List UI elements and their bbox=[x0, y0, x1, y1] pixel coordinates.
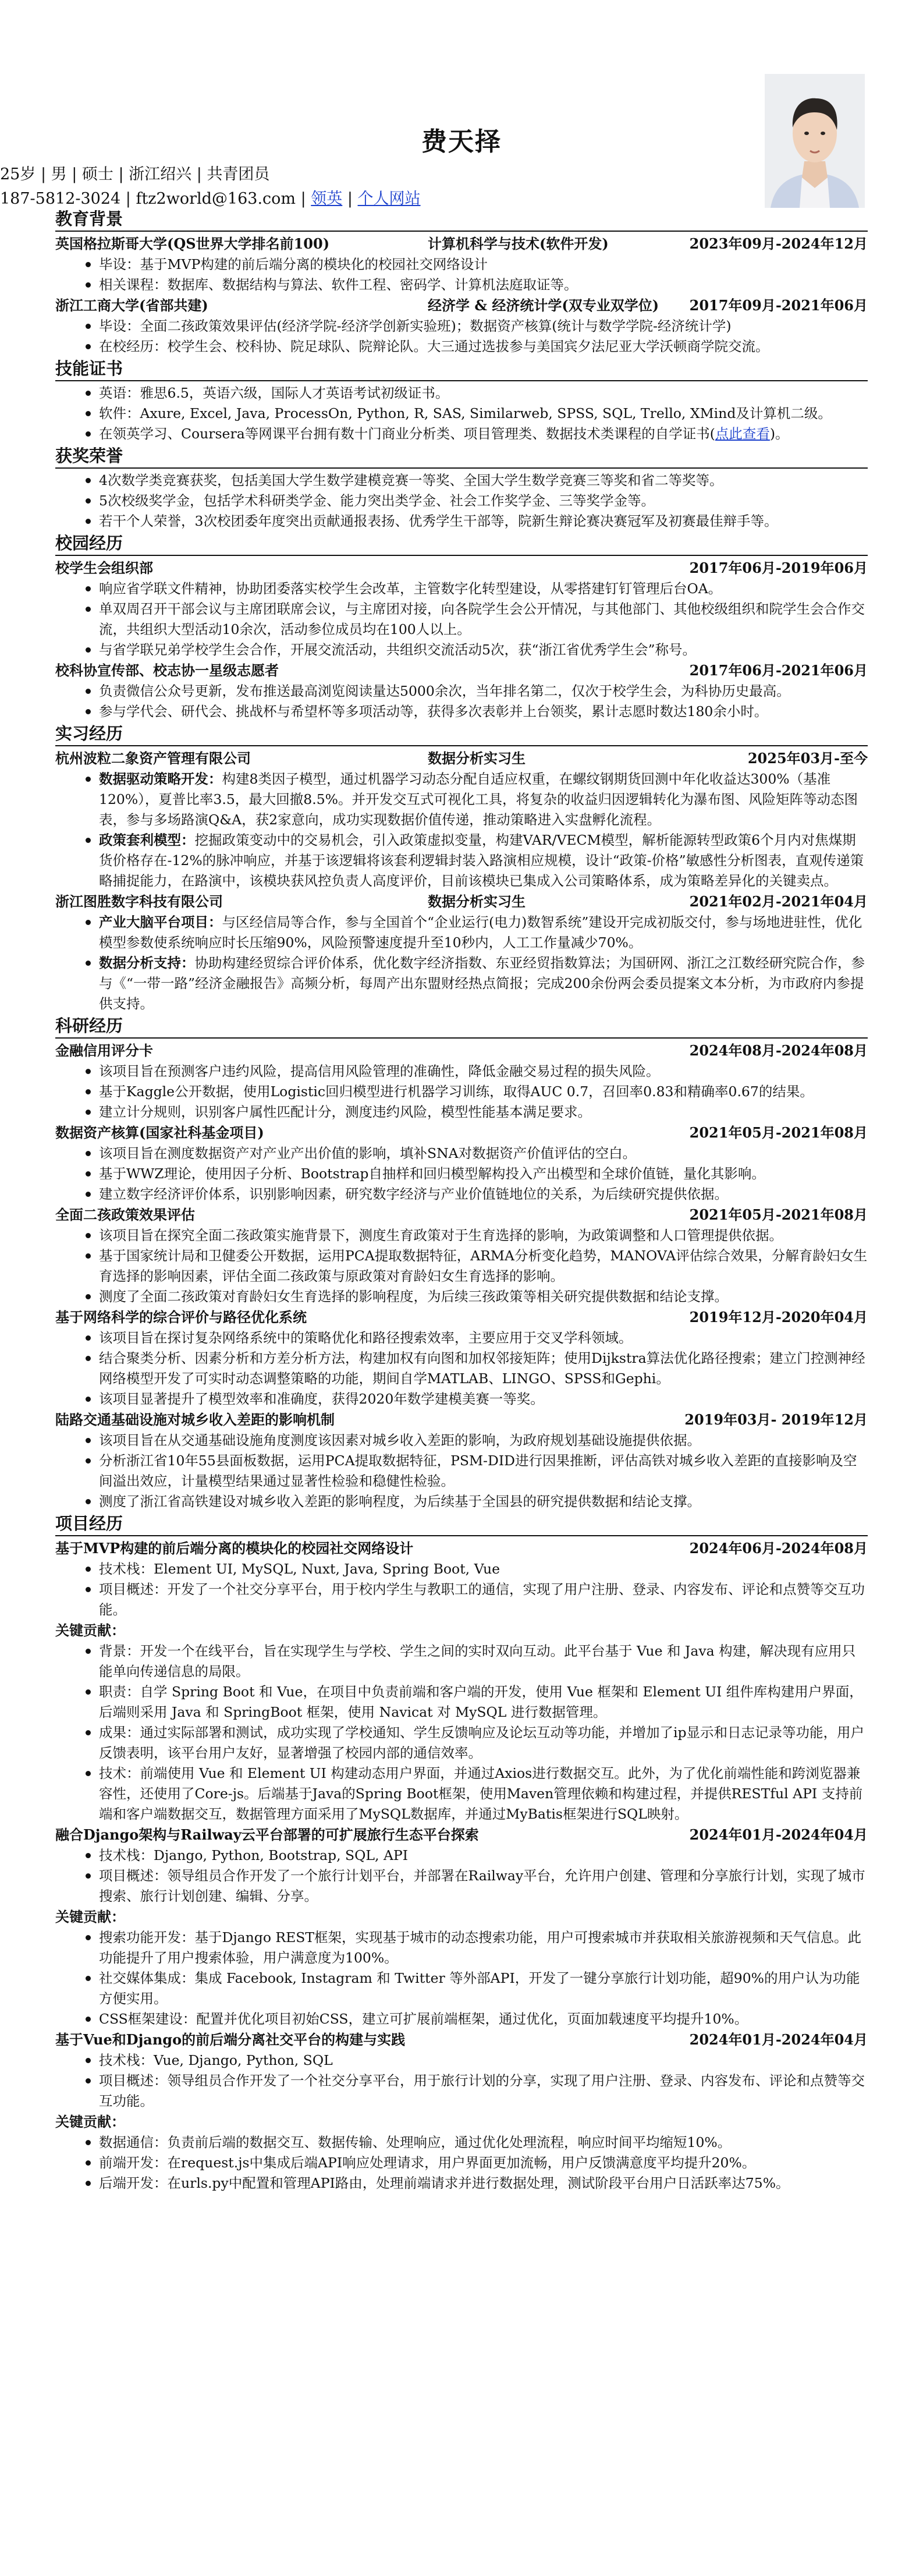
project-entry bbox=[55, 1538, 868, 1559]
research-item: 分析浙江省10年55县面板数据，运用PCA提取数据特征，PSM-DID进行因果推断，评估高铁对城乡收入差距的直接影响及空间溢出效应，计量模型结果通过显著性检验和稳健性检验。 bbox=[55, 1451, 868, 1491]
education-item: 毕设：全面二孩政策效果评估(经济学院-经济学创新实验班)；数据资产核算(统计与数学学院-经济统计学) bbox=[55, 316, 868, 336]
education-entry-title: 浙江工商大学(省部共建) bbox=[55, 297, 208, 314]
research-entry bbox=[55, 1409, 868, 1430]
project-contribution: 前端开发：在request.js中集成后端API响应处理请求，用户界面更加流畅，用户反馈满意度平均提升20%。 bbox=[55, 2153, 868, 2173]
intern-entry-date: 2021年02月-2021年04月 bbox=[689, 893, 868, 910]
research-entry-date: 2024年08月-2024年08月 bbox=[689, 1042, 868, 1059]
project-contribution: 背景：开发一个在线平台，旨在实现学生与学校、学生之间的实时双向互动。此平台基于 Vue 和 Java 构建，解决现有应用只能单向传递信息的局限。 bbox=[55, 1641, 868, 1682]
section-education-title: 教育背景 bbox=[55, 207, 868, 232]
campus-entry-title: 校科协宣传部、校志协一星级志愿者 bbox=[55, 662, 279, 679]
campus-item: 参与学代会、研代会、挑战杯与希望杯等多项活动等，获得多次表彰并上台领奖，累计志愿时数达180余小时。 bbox=[55, 701, 868, 722]
project-entry-title: 基于Vue和Django的前后端分离社交平台的构建与实践 bbox=[55, 2031, 406, 2048]
research-item: 该项目旨在预测客户违约风险，提高信用风险管理的准确性，降低金融交易过程的损失风险。 bbox=[55, 1061, 868, 1082]
project-contribution: 搜索功能开发：基于Django REST框架，实现基于城市的动态搜索功能，用户可搜索城市并获取相关旅游视频和天气信息。此功能提升了用户搜索体验，用户满意度为100%。 bbox=[55, 1927, 868, 1968]
intern-item-label: 产业大脑平台项目： bbox=[99, 914, 222, 930]
research-item: 该项目旨在探讨复杂网络系统中的策略优化和路径搜索效率，主要应用于交叉学科领域。 bbox=[55, 1328, 868, 1348]
project-item: 项目概述：领导组员合作开发了一个社交分享平台，用于旅行计划的分享，实现了用户注册、登录、内容发布、评论和点赞等交互功能。 bbox=[55, 2071, 868, 2111]
research-entry bbox=[55, 1307, 868, 1328]
project-contribution: CSS框架建设：配置并优化项目初始CSS，建立可扩展前端框架，通过优化，页面加载速度平均提升10%。 bbox=[55, 2009, 868, 2029]
intern-item-label: 数据驱动策略开发： bbox=[99, 771, 222, 787]
project-entry-date: 2024年01月-2024年04月 bbox=[689, 2031, 868, 2048]
project-contribution: 职责：自学 Spring Boot 和 Vue，在项目中负责前端和客户端的开发，使用 Vue 框架和 Element UI 组件库构建用户界面，后端则采用 Java 和 SpringBoot 框架，使用 Navicat 对 MySQL 进行数据管理。 bbox=[55, 1682, 868, 1723]
education-entry-subtitle: 计算机科学与技术(软件开发) bbox=[428, 235, 609, 252]
project-entry bbox=[55, 2029, 868, 2050]
research-item: 测度了全面二孩政策对育龄妇女生育选择的影响程度，为后续三孩政策等相关研究提供数据和结论支撑。 bbox=[55, 1287, 868, 1307]
campus-item: 单双周召开干部会议与主席团联席会议，与主席团对接，向各院学生会公开情况，与其他部门、其他校级组织和院学生会合作交流，共组织大型活动10余次，活动参位成员均在100人以上。 bbox=[55, 599, 868, 640]
section-intern-title: 实习经历 bbox=[55, 722, 868, 746]
project-item: 项目概述：开发了一个社交分享平台，用于校内学生与教职工的通信，实现了用户注册、登录、内容发布、评论和点赞等交互功能。 bbox=[55, 1579, 868, 1620]
intern-item bbox=[55, 769, 868, 830]
project-contribution: 成果：通过实际部署和测试，成功实现了学校通知、学生反馈响应及论坛互动等功能，并增加了ip显示和日志记录等功能，用户反馈表明，该平台用户友好，显著增强了校园内部的通信效率。 bbox=[55, 1723, 868, 1763]
project-entry bbox=[55, 1824, 868, 1845]
resume-header bbox=[55, 0, 868, 166]
research-item: 该项目旨在探究全面二孩政策实施背景下，测度生育政策对于生育选择的影响，为政策调整和人口管理提供依据。 bbox=[55, 1225, 868, 1246]
education-item: 相关课程：数据库、数据结构与算法、软件工程、密码学、计算机法庭取证等。 bbox=[55, 275, 868, 295]
research-entry-date: 2019年03月- 2019年12月 bbox=[684, 1411, 868, 1428]
intern-item bbox=[55, 953, 868, 1014]
intern-item bbox=[55, 912, 868, 953]
section-awards-title: 获奖荣誉 bbox=[55, 444, 868, 469]
research-item: 该项目显著提升了模型效率和准确度，获得2020年数学建模美赛一等奖。 bbox=[55, 1389, 868, 1409]
campus-entry-title: 校学生会组织部 bbox=[55, 559, 153, 576]
certificate-link[interactable]: 点此查看 bbox=[715, 426, 770, 442]
research-item: 结合聚类分析、因素分析和方差分析方法，构建加权有向图和加权邻接矩阵；使用Dijkstra算法优化路径搜索；建立门控测神经网络模型开发了可实时动态调整策略的功能，期间自学MATLAB、LINGO、SPSS和Gephi。 bbox=[55, 1348, 868, 1389]
project-entry-title: 融合Django架构与Railway云平台部署的可扩展旅行生态平台探索 bbox=[55, 1826, 479, 1843]
education-entry-date: 2023年09月-2024年12月 bbox=[689, 235, 868, 252]
intern-item-text: 挖掘政策变动中的交易机会，引入政策虚拟变量，构建VAR/VECM模型，解析能源转型政策6个月内对焦煤期货价格存在-12%的脉冲响应，并基于该逻辑将该套利逻辑封装入路演相应规模，设计“政策-价格”敏感性分析图表，直观传递策略捕捉能力，在路演中，该模块获风控负责人高度评价，目前该模块已集成入公司策略体系，成为策略差异化的关键卖点。 bbox=[99, 832, 864, 889]
intern-item-label: 政策套利模型： bbox=[99, 832, 195, 848]
intern-entry-title: 杭州波粒二象资产管理有限公司 bbox=[55, 750, 251, 767]
award-item: 5次校级奖学金，包括学术科研类学金、能力突出类学金、社会工作奖学金、三等奖学金等。 bbox=[55, 491, 868, 511]
intern-entry bbox=[55, 891, 868, 912]
research-entry-title: 陆路交通基础设施对城乡收入差距的影响机制 bbox=[55, 1411, 335, 1428]
campus-entry-date: 2017年06月-2019年06月 bbox=[689, 559, 868, 576]
contact-text: 187-5812-3024 | ftz2world@163.com | bbox=[0, 190, 311, 208]
project-entry-title: 基于MVP构建的前后端分离的模块化的校园社交网络设计 bbox=[55, 1540, 414, 1557]
section-projects-title: 项目经历 bbox=[55, 1512, 868, 1536]
project-item: 技术栈：Django, Python, Bootstrap, SQL, API bbox=[55, 1845, 868, 1866]
skills-item-text: 在领英学习、Coursera等网课平台拥有数十门商业分析类、项目管理类、数据技术类课程的自学证书( bbox=[99, 426, 715, 442]
intern-entry-date: 2025年03月-至今 bbox=[747, 750, 868, 767]
education-item: 在校经历：校学生会、校科协、院足球队、院辩论队。大三通过选拔参与美国宾夕法尼亚大学沃顿商学院交流。 bbox=[55, 336, 868, 357]
personal-info: 25岁 | 男 | 硕士 | 浙江绍兴 | 共青团员 bbox=[0, 165, 270, 183]
intern-entry bbox=[55, 748, 868, 769]
education-entry-subtitle: 经济学 & 经济统计学(双专业双学位) bbox=[428, 297, 659, 314]
personal-site-link[interactable]: 个人网站 bbox=[357, 190, 421, 208]
intern-item-text: 构建8类因子模型，通过机器学习动态分配自适应权重，在螺纹钢期货回测中年化收益达300%（基准120%），夏普比率3.5，最大回撤8.5%。并开发交互式可视化工具，将复杂的收益归因逻辑转化为瀑布图、风险矩阵等动态图表，参与多场路演Q&A，获2家意向，成功实现数据价值传递，推动策略进入实盘孵化流程。 bbox=[99, 771, 858, 828]
project-contribution: 技术：前端使用 Vue 和 Element UI 构建动态用户界面，并通过Axios进行数据交互。此外，为了优化前端性能和跨浏览器兼容性，还使用了Core-js。后端基于Java的Spring Boot框架，使用Maven管理依赖和构建过程，并提供RESTful API 支持前端和客户端数据交互，数据管理方面采用了MySQL数据库，并通过MyBatis框架进行SQL映射。 bbox=[55, 1763, 868, 1824]
research-entry-title: 全面二孩政策效果评估 bbox=[55, 1206, 195, 1223]
project-entry-date: 2024年01月-2024年04月 bbox=[689, 1826, 868, 1843]
section-skills-title: 技能证书 bbox=[55, 357, 868, 381]
key-contributions-label: 关键贡献： bbox=[55, 1908, 125, 1925]
skills-item bbox=[55, 424, 868, 444]
award-item: 4次数学类竞赛获奖，包括美国大学生数学建模竞赛一等奖、全国大学生数学竞赛三等奖和省二等奖等。 bbox=[55, 470, 868, 491]
research-entry-title: 基于网络科学的综合评价与路径优化系统 bbox=[55, 1309, 307, 1326]
education-entry bbox=[55, 295, 868, 316]
project-contribution: 后端开发：在urls.py中配置和管理API路由，处理前端请求并进行数据处理，测试阶段平台用户日活跃率达75%。 bbox=[55, 2173, 868, 2194]
campus-item: 负责微信公众号更新，发布推送最高浏览阅读量达5000余次，当年排名第二，仅次于校学生会，为科协历史最高。 bbox=[55, 681, 868, 701]
campus-entry bbox=[55, 660, 868, 681]
skills-item: 软件：Axure, Excel, Java, ProcessOn, Python, R, SAS, Similarweb, SPSS, SQL, Trello, XMind及计算机二级。 bbox=[55, 403, 868, 424]
intern-item-label: 数据分析支持： bbox=[99, 955, 195, 971]
research-item: 基于Kaggle公开数据，使用Logistic回归模型进行机器学习训练，取得AUC 0.7，召回率0.83和精确率0.67的结果。 bbox=[55, 1082, 868, 1102]
research-item: 该项目旨在测度数据资产对产业产出价值的影响，填补SNA对数据资产价值评估的空白。 bbox=[55, 1143, 868, 1164]
campus-entry-date: 2017年06月-2021年06月 bbox=[689, 662, 868, 679]
research-entry-title: 数据资产核算(国家社科基金项目) bbox=[55, 1124, 264, 1141]
research-entry bbox=[55, 1040, 868, 1061]
education-entry-title: 英国格拉斯哥大学(QS世界大学排名前100) bbox=[55, 235, 330, 252]
candidate-name: 费天择 bbox=[421, 127, 502, 157]
education-item: 毕设：基于MVP构建的前后端分离的模块化的校园社交网络设计 bbox=[55, 254, 868, 275]
resume-content bbox=[55, 207, 868, 2194]
intern-item bbox=[55, 830, 868, 891]
research-entry-title: 金融信用评分卡 bbox=[55, 1042, 153, 1059]
project-item: 技术栈：Element UI, MySQL, Nuxt, Java, Spring Boot, Vue bbox=[55, 1559, 868, 1579]
research-item: 基于国家统计局和卫健委公开数据，运用PCA提取数据特征，ARMA分析变化趋势，MANOVA评估综合效果，分解育龄妇女生育选择的影响因素，评估全面二孩政策与原政策对育龄妇女生育选择的影响。 bbox=[55, 1246, 868, 1287]
research-item: 基于WWZ理论，使用因子分析、Bootstrap自抽样和回归模型解构投入产出模型和全球价值链，量化其影响。 bbox=[55, 1164, 868, 1184]
project-contribution: 社交媒体集成：集成 Facebook, Instagram 和 Twitter 等外部API，开发了一键分享旅行计划功能，超90%的用户认为功能方便实用。 bbox=[55, 1968, 868, 2009]
campus-item: 响应省学联文件精神，协助团委落实校学生会改革，主管数字化转型建设，从零搭建钉钉管理后台OA。 bbox=[55, 579, 868, 599]
campus-item: 与省学联兄弟学校学生会合作，开展交流活动，共组织交流活动5次，获“浙江省优秀学生会”称号。 bbox=[55, 640, 868, 660]
key-contributions-label: 关键贡献： bbox=[55, 1622, 125, 1639]
research-item: 建立数字经济评价体系，识别影响因素，研究数字经济与产业价值链地位的关系，为后续研究提供依据。 bbox=[55, 1184, 868, 1204]
research-entry-date: 2021年05月-2021年08月 bbox=[689, 1124, 868, 1141]
skills-item: 英语：雅思6.5，英语六级，国际人才英语考试初级证书。 bbox=[55, 383, 868, 403]
intern-item-text: 协助构建经贸综合评价体系，优化数字经济指数、东亚经贸指数算法；为国研网、浙江之江数经研究院合作，参与《“一带一路”经济金融报告》高频分析，每周产出东盟财经热点简报；完成200余份两会委员提案文本分析，为市政府内参提供支持。 bbox=[99, 955, 865, 1012]
project-entry-date: 2024年06月-2024年08月 bbox=[689, 1540, 868, 1557]
project-item: 技术栈：Vue, Django, Python, SQL bbox=[55, 2050, 868, 2071]
research-entry-date: 2021年05月-2021年08月 bbox=[689, 1206, 868, 1223]
skills-item-tail: )。 bbox=[769, 426, 789, 442]
research-entry bbox=[55, 1204, 868, 1225]
project-contribution: 数据通信：负责前后端的数据交互、数据传输、处理响应，通过优化处理流程，响应时间平均缩短10%。 bbox=[55, 2132, 868, 2153]
key-contributions-label: 关键贡献： bbox=[55, 2113, 125, 2130]
research-item: 测度了浙江省高铁建设对城乡收入差距的影响程度，为后续基于全国县的研究提供数据和结论支撑。 bbox=[55, 1491, 868, 1512]
research-entry-date: 2019年12月-2020年04月 bbox=[689, 1309, 868, 1326]
intern-entry-title: 浙江图胜数字科技有限公司 bbox=[55, 893, 223, 910]
project-item: 项目概述：领导组员合作开发了一个旅行计划平台，并部署在Railway平台，允许用户创建、管理和分享旅行计划，实现了城市搜索、旅行计划创建、编辑、分享。 bbox=[55, 1866, 868, 1907]
contact-separator: | bbox=[342, 190, 358, 208]
research-entry bbox=[55, 1122, 868, 1143]
linkedin-link[interactable]: 领英 bbox=[311, 190, 343, 208]
education-entry-date: 2017年09月-2021年06月 bbox=[689, 297, 868, 314]
intern-entry-subtitle: 数据分析实习生 bbox=[428, 750, 526, 767]
intern-item-text: 与区经信局等合作，参与全国首个“企业运行(电力)数智系统”建设开完成初版交付，参与场地进驻性，优化模型参数使系统响应时长压缩90%，风险预警速度提升至10秒内，人工工作量减少70%。 bbox=[99, 914, 862, 951]
award-item: 若干个人荣誉，3次校团委年度突出贡献通报表扬、优秀学生干部等，院新生辩论赛决赛冠军及初赛最佳辩手等。 bbox=[55, 511, 868, 532]
section-research-title: 科研经历 bbox=[55, 1014, 868, 1039]
campus-entry bbox=[55, 558, 868, 579]
section-campus-title: 校园经历 bbox=[55, 532, 868, 556]
research-item: 该项目旨在从交通基础设施角度测度该因素对城乡收入差距的影响，为政府规划基础设施提供依据。 bbox=[55, 1430, 868, 1451]
research-item: 建立计分规则，识别客户属性匹配计分，测度违约风险，模型性能基本满足要求。 bbox=[55, 1102, 868, 1122]
education-entry bbox=[55, 233, 868, 254]
profile-photo bbox=[765, 74, 865, 208]
intern-entry-subtitle: 数据分析实习生 bbox=[428, 893, 526, 910]
